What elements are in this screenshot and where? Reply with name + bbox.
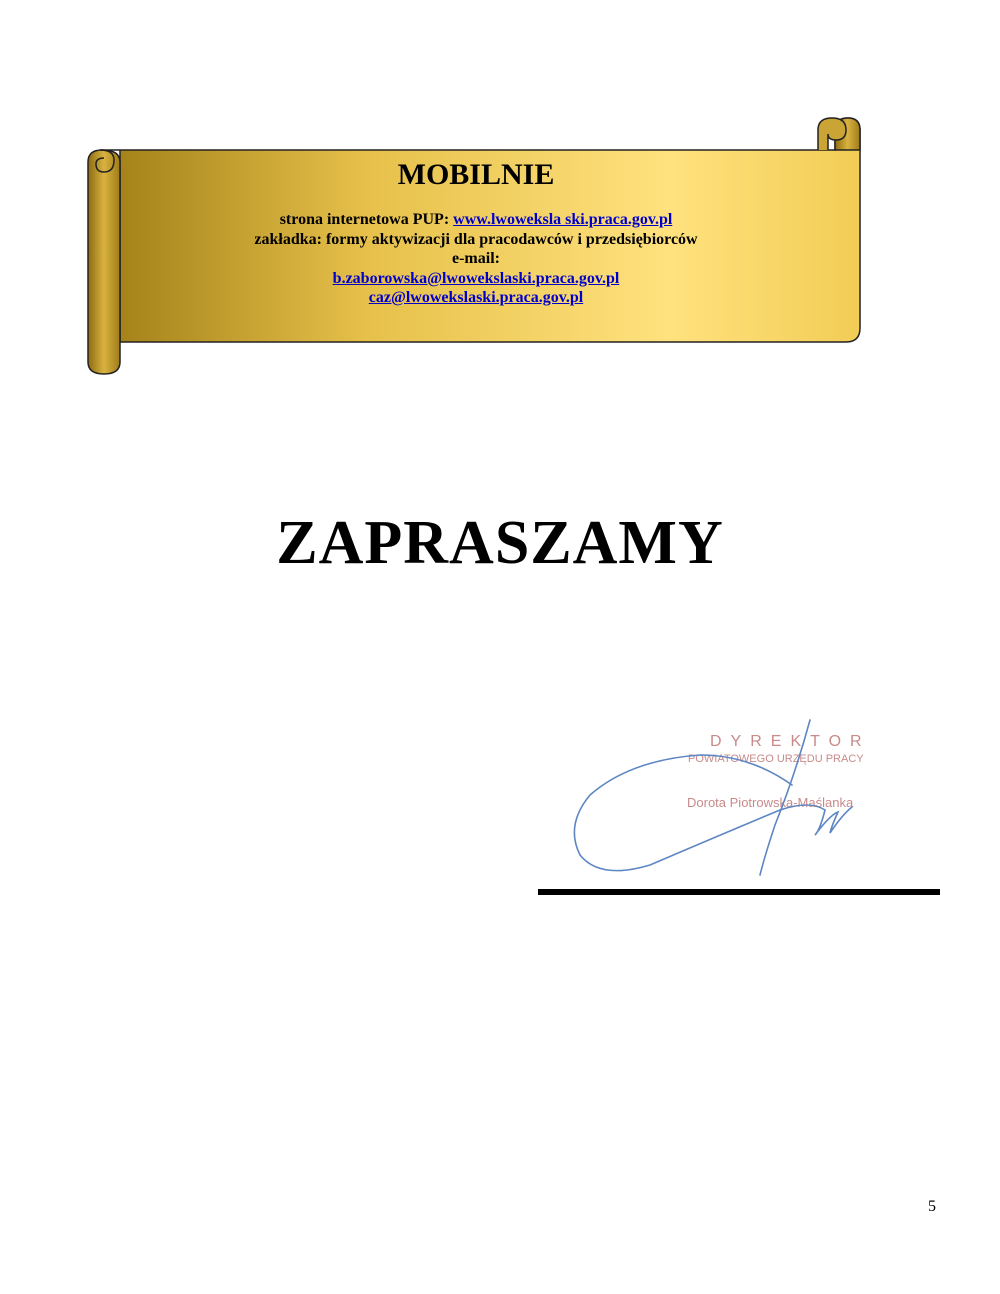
page-number: 5 <box>928 1198 936 1215</box>
email-label: e-mail: <box>452 250 500 267</box>
banner-title: MOBILNIE <box>397 158 555 191</box>
website-line <box>140 210 812 230</box>
website-link[interactable]: www.lwoweksla ski.praca.gov.pl <box>453 211 673 228</box>
stamp-name: Dorota Piotrowska-Maślanka <box>687 795 854 810</box>
email-link-2[interactable]: caz@lwowekslaski.praca.gov.pl <box>368 289 584 306</box>
scroll-banner <box>140 150 812 308</box>
page-heading: ZAPRASZAMY <box>276 509 724 577</box>
stamp-title: DYREKTOR <box>710 733 871 750</box>
email-link-1[interactable]: b.zaborowska@lwowekslaski.praca.gov.pl <box>332 269 620 287</box>
stamp-office: POWIATOWEGO URZĘDU PRACY <box>688 753 864 765</box>
handwritten-signature <box>560 715 960 895</box>
signature-line <box>538 889 940 895</box>
website-label: strona internetowa PUP: <box>279 211 454 228</box>
tab-line: zakładka: formy aktywizacji dla pracodawców i przedsiębiorców <box>254 230 698 248</box>
banner-details <box>140 210 812 308</box>
